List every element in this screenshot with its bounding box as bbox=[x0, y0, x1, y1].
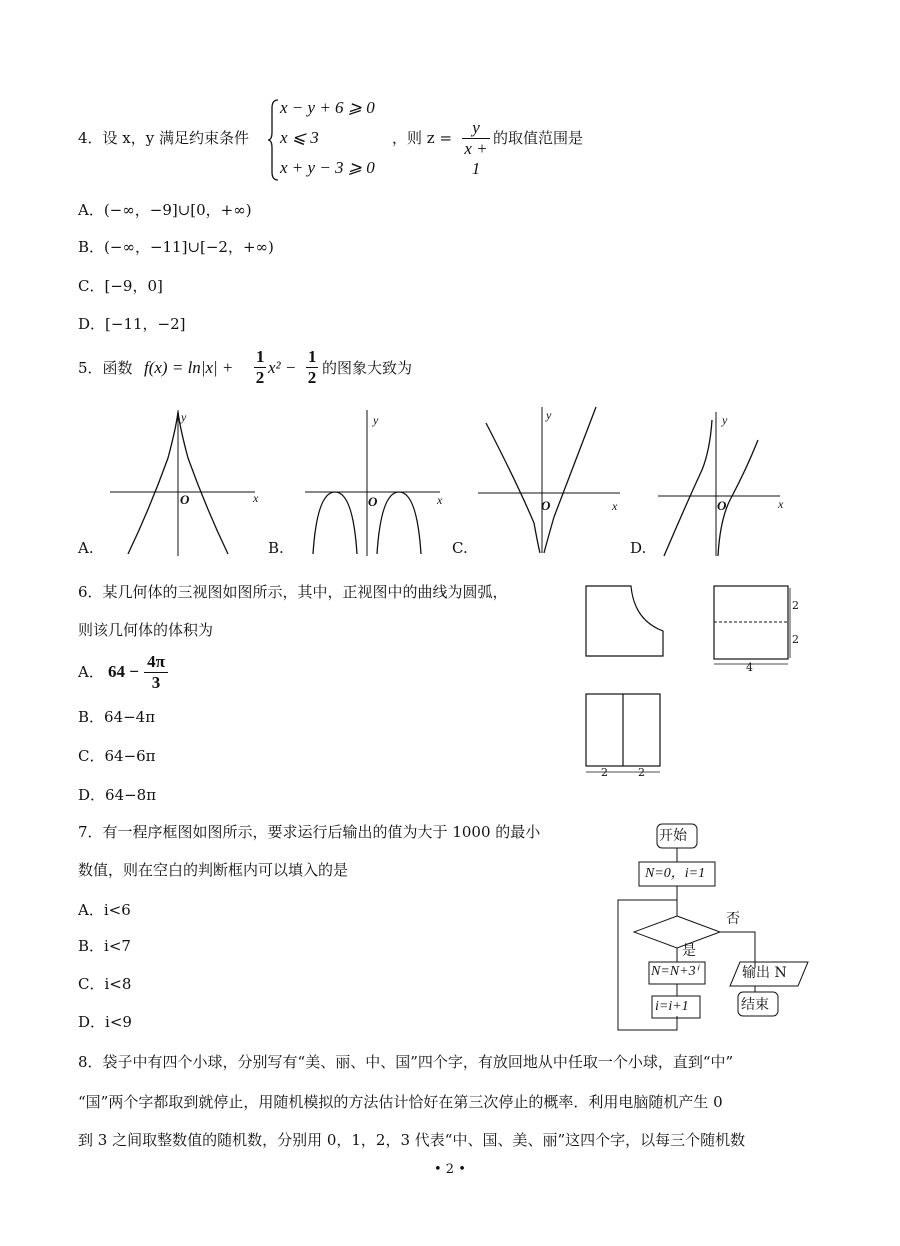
page-number: • 2 • bbox=[434, 1162, 466, 1177]
q4-constraint: x ⩽ 3 bbox=[280, 128, 319, 147]
origin-label: O bbox=[541, 498, 551, 513]
front-view bbox=[586, 586, 663, 656]
axis-y-label: y bbox=[373, 413, 379, 427]
three-view-diagram bbox=[580, 580, 810, 780]
q6-stem-line2: 则该几何体的体积为 bbox=[78, 621, 214, 639]
q4-stem: 4．设 x，y 满足约束条件 bbox=[78, 129, 250, 147]
q4-mid: ，则 z = bbox=[392, 129, 453, 147]
flow-init: N=0，i=1 bbox=[645, 866, 706, 881]
q4-constraint: x + y − 3 ⩾ 0 bbox=[280, 158, 375, 177]
axis-x-label: x bbox=[612, 499, 618, 513]
flow-yes: 是 bbox=[682, 943, 696, 959]
dim-label: 2 bbox=[792, 599, 799, 612]
axis-x-label: x bbox=[253, 491, 259, 505]
axis-x-label: x bbox=[437, 493, 443, 507]
frac-num: 4π bbox=[144, 652, 168, 673]
q6-stem-line1: 6．某几何体的三视图如图所示，其中，正视图中的曲线为圆弧， bbox=[78, 583, 508, 601]
graph-a bbox=[110, 408, 260, 558]
q6-option-b: B．64−4π bbox=[78, 708, 156, 726]
q4-frac-den: x + 1 bbox=[464, 139, 488, 178]
frac-num: 1 bbox=[256, 347, 265, 366]
q6-option-a-fraction bbox=[144, 652, 168, 693]
flow-update-i: i=i+1 bbox=[655, 999, 689, 1014]
q7-option-a: A．i<6 bbox=[78, 901, 131, 919]
graph-c bbox=[478, 405, 628, 555]
q5-half bbox=[306, 347, 318, 388]
graph-label-d: D. bbox=[630, 539, 647, 557]
q5-func: f(x) = ln|x| + bbox=[144, 358, 234, 377]
dim-label: 2 bbox=[792, 633, 799, 646]
graph-b bbox=[295, 408, 445, 558]
frac-num: 1 bbox=[308, 347, 317, 366]
origin-label: O bbox=[180, 492, 190, 507]
flow-no: 否 bbox=[726, 911, 740, 927]
graph-d bbox=[658, 410, 788, 560]
dim-label: 2 bbox=[601, 766, 608, 779]
q4-option-a: A．(−∞，−9]∪[0，+∞) bbox=[78, 201, 252, 219]
flow-output: 输出 N bbox=[742, 965, 787, 981]
axis-y-label: y bbox=[722, 413, 728, 427]
graph-label-a: A. bbox=[78, 539, 94, 557]
q7-option-c: C．i<8 bbox=[78, 975, 132, 993]
axis-x-label: x bbox=[778, 497, 784, 511]
flow-end: 结束 bbox=[741, 997, 769, 1013]
q4-option-b: B．(−∞，−11]∪[−2，+∞) bbox=[78, 238, 274, 256]
q6-option-a-int: 64 − bbox=[108, 662, 139, 681]
q4-constraint: x − y + 6 ⩾ 0 bbox=[280, 98, 375, 117]
q7-option-b: B．i<7 bbox=[78, 937, 131, 955]
q7-stem-line2: 数值，则在空白的判断框内可以填入的是 bbox=[78, 861, 349, 879]
q4-option-c: C．[−9，0] bbox=[78, 277, 163, 295]
q6-option-a-prefix: A． bbox=[78, 663, 104, 681]
brace-icon bbox=[268, 98, 280, 182]
q4-suffix: 的取值范围是 bbox=[493, 129, 584, 147]
q5-stem: 5．函数 bbox=[78, 359, 133, 377]
q8-line: “国”两个字都取到就停止，用随机模拟的方法估计恰好在第三次停止的概率．利用电脑随机产生 0 bbox=[78, 1093, 723, 1111]
q8-line: 到 3 之间取整数值的随机数，分别用 0，1，2，3 代表“中、国、美、丽”这四个字，以每三个随机数 bbox=[78, 1131, 746, 1149]
frac-den: 2 bbox=[255, 368, 265, 387]
frac-den: 3 bbox=[151, 673, 161, 692]
q4-fraction bbox=[462, 118, 490, 179]
graph-label-c: C. bbox=[452, 539, 468, 557]
origin-label: O bbox=[717, 498, 727, 513]
q4-option-d: D．[−11，−2] bbox=[78, 315, 186, 333]
axis-y-label: y bbox=[546, 408, 552, 422]
flow-update-n: N=N+3ⁱ bbox=[651, 964, 699, 979]
flow-start: 开始 bbox=[659, 828, 687, 844]
q6-option-c: C．64−6π bbox=[78, 747, 156, 765]
frac-den: 2 bbox=[307, 368, 317, 387]
q8-line: 8．袋子中有四个小球，分别写有“美、丽、中、国”四个字，有放回地从中任取一个小球，直到“中” bbox=[78, 1053, 734, 1071]
q6-option-d: D．64−8π bbox=[78, 786, 157, 804]
graph-label-b: B. bbox=[268, 539, 284, 557]
q7-stem-line1: 7．有一程序框图如图所示，要求运行后输出的值为大于 1000 的最小 bbox=[78, 823, 541, 841]
q5-suffix: 的图象大致为 bbox=[322, 359, 413, 377]
axis-y-label: y bbox=[181, 410, 187, 424]
q5-x2: x² − bbox=[268, 358, 297, 377]
flowchart bbox=[610, 820, 820, 1035]
q4-frac-num: y bbox=[462, 118, 490, 139]
q5-half bbox=[254, 347, 266, 388]
q7-option-d: D．i<9 bbox=[78, 1013, 132, 1031]
origin-label: O bbox=[368, 494, 378, 509]
dim-label: 2 bbox=[638, 766, 645, 779]
dim-label: 4 bbox=[746, 661, 753, 674]
